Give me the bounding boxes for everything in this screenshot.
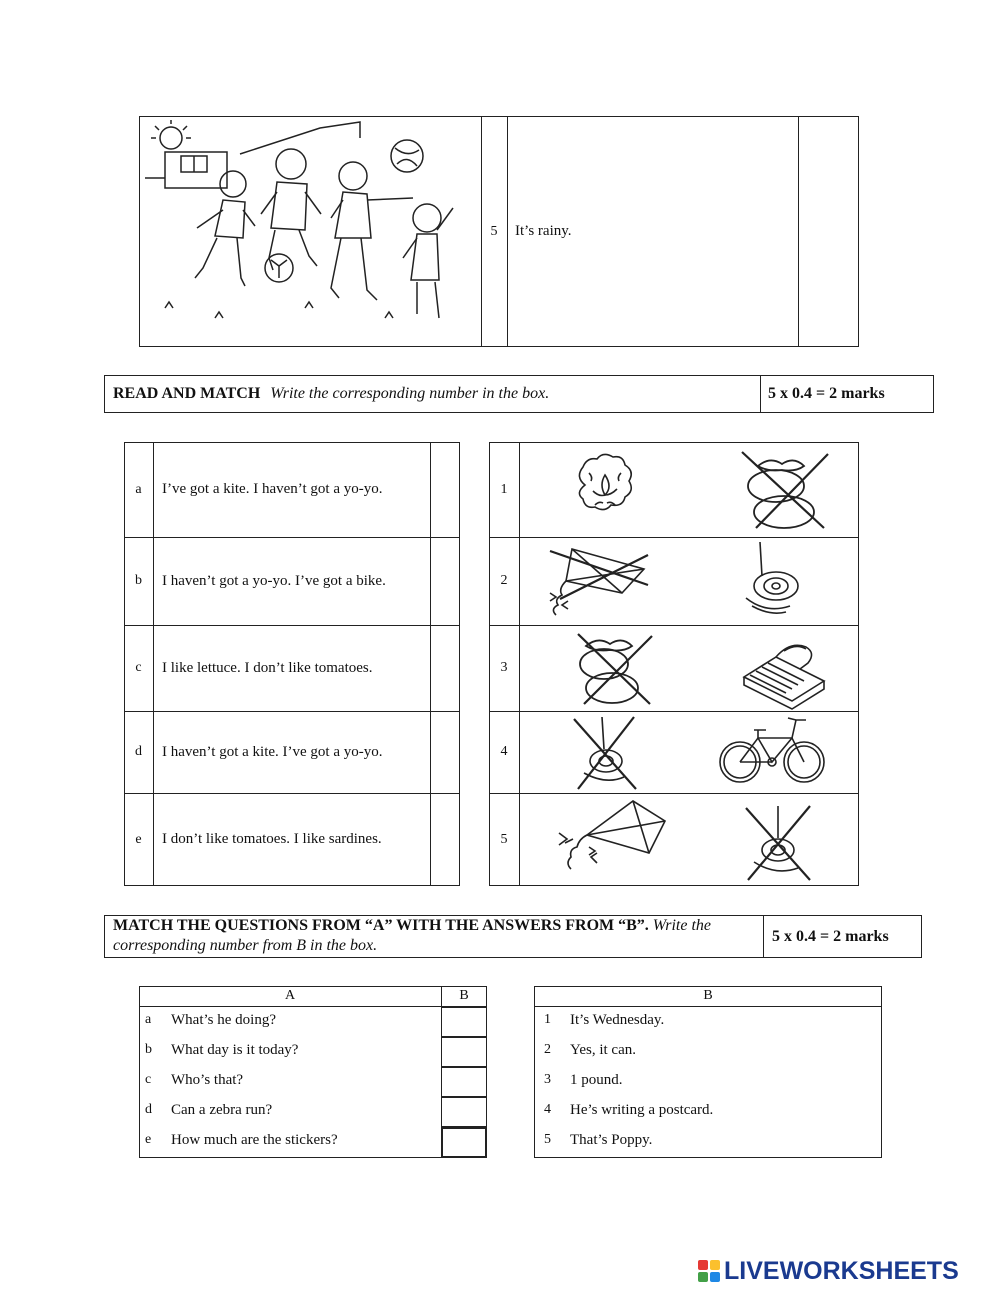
sentence-answer-box[interactable] <box>431 626 459 710</box>
brand-block <box>710 1260 720 1270</box>
question-text: Who’s that? <box>171 1071 244 1088</box>
answer-number: 2 <box>544 1042 551 1057</box>
answer-text: Yes, it can. <box>570 1041 636 1058</box>
sentence-answer-box[interactable] <box>431 443 459 536</box>
answer-text: He’s writing a postcard. <box>570 1101 714 1118</box>
sardines-tin-icon <box>734 633 830 711</box>
picture-number: 4 <box>500 744 508 759</box>
question-answer-box[interactable] <box>441 1037 487 1067</box>
question-text: What day is it today? <box>171 1041 299 1058</box>
question-text: Can a zebra run? <box>171 1101 273 1118</box>
picture-number: 1 <box>500 481 508 497</box>
sentence-text: I haven’t got a kite. I’ve got a yo-yo. <box>162 743 383 760</box>
read-match-title: READ AND MATCH <box>113 385 261 402</box>
sentence-answer-box[interactable] <box>431 712 459 792</box>
tomato-crossed-icon <box>736 448 836 532</box>
bike-icon <box>716 712 828 788</box>
match-questions-instruction-first: Write <box>652 917 688 934</box>
kite-crossed-icon <box>540 541 655 621</box>
liveworksheets-logo <box>698 1256 996 1286</box>
yo-yo-icon <box>738 540 818 620</box>
picture-number: 5 <box>500 831 508 847</box>
sentence-letter: e <box>135 831 142 847</box>
sentence-text: I don’t like tomatoes. I like sardines. <box>162 831 382 847</box>
sentence-letter: a <box>135 481 142 497</box>
answer-number: 5 <box>544 1132 551 1147</box>
match-questions-instruction-rest: the corresponding number from B in the box. <box>113 917 712 954</box>
match-questions-title: MATCH THE QUESTIONS FROM “A” WITH THE ANSWERS FROM “B”. <box>113 917 649 934</box>
question-letter: a <box>145 1012 152 1027</box>
question-text: What’s he doing? <box>171 1011 276 1028</box>
question-letter: d <box>145 1102 152 1117</box>
sentence-answer-box[interactable] <box>431 538 459 624</box>
match-questions-marks: 5 x 0.4 = 2 marks <box>772 927 889 945</box>
question-letter: e <box>145 1132 152 1147</box>
answer-text: 1 pound. <box>570 1071 623 1088</box>
question-answer-box[interactable] <box>441 1007 487 1037</box>
read-match-heading <box>113 375 753 413</box>
picture-number: 3 <box>500 660 508 675</box>
answers-column-b: B <box>703 988 713 1003</box>
sentence-text: I’ve got a kite. I haven’t got a yo-yo. <box>162 481 383 497</box>
question-answer-box[interactable] <box>441 1067 487 1097</box>
yo-yo-crossed-icon <box>740 800 820 882</box>
question-letter: b <box>145 1042 152 1057</box>
sentence-text: I haven’t got a yo-yo. I’ve got a bike. <box>162 572 386 589</box>
kite-icon <box>553 797 673 883</box>
sentence-answer-box[interactable] <box>431 794 459 885</box>
picture-number: 2 <box>500 573 508 588</box>
sentence-letter: b <box>135 573 142 588</box>
brand-block <box>698 1260 708 1270</box>
answer-number: 1 <box>544 1012 551 1027</box>
match-questions-heading <box>113 916 761 956</box>
answer-text: That’s Poppy. <box>570 1131 653 1148</box>
questions-column-b: B <box>459 988 469 1003</box>
brand-block <box>698 1272 708 1282</box>
questions-column-a: A <box>284 988 296 1003</box>
question-letter: c <box>145 1072 152 1087</box>
brand-block <box>710 1272 720 1282</box>
yo-yo-crossed-icon <box>570 713 644 791</box>
children-playing-illustration <box>145 118 475 333</box>
read-match-marks: 5 x 0.4 = 2 marks <box>768 385 885 402</box>
lettuce-icon <box>565 445 645 525</box>
answer-text: It’s Wednesday. <box>570 1011 665 1028</box>
question-answer-box[interactable] <box>441 1127 487 1158</box>
read-match-instruction: Write the corresponding number in the box. <box>270 385 550 402</box>
sentence-text: I like lettuce. I don’t like tomatoes. <box>162 659 373 676</box>
top-row-statement: It’s rainy. <box>515 223 572 239</box>
question-text: How much are the stickers? <box>171 1131 338 1148</box>
tomato-crossed-icon <box>568 630 658 708</box>
question-answer-box[interactable] <box>441 1097 487 1127</box>
answer-number: 3 <box>544 1072 551 1087</box>
brand-blocks-icon <box>698 1260 720 1282</box>
sentence-letter: c <box>135 660 142 675</box>
top-row-number: 5 <box>490 223 498 239</box>
top-answer-box[interactable] <box>798 116 859 347</box>
brand-text: LIVEWORKSHEETS <box>724 1256 959 1285</box>
answer-number: 4 <box>544 1102 551 1117</box>
sentence-letter: d <box>135 744 142 759</box>
